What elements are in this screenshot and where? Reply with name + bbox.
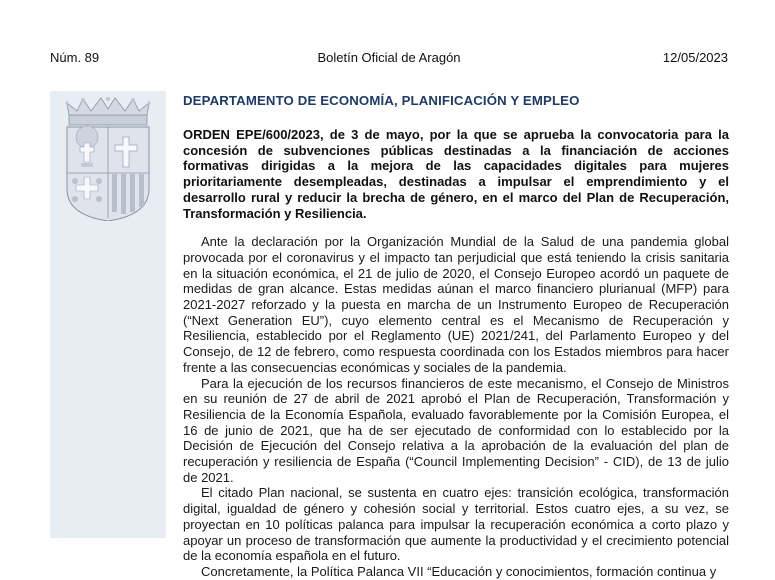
publication-title: Boletín Oficial de Aragón bbox=[317, 50, 461, 65]
document-body bbox=[183, 234, 729, 579]
issue-number: Núm. 89 bbox=[50, 50, 100, 65]
body-paragraph: Ante la declaración por la Organización Mundial de la Salud de una pandemia global provocada por el coronavirus y el impacto tan perjudicial que está teniendo la crisis sanitaria en la situación económica, el 21 de julio de 2020, el Consejo Europeo acordó un paquete de medidas de gran alcance. Estas medidas aúnan el marco financiero plurianual (MFP) para 2021-2027 reforzado y la puesta en marcha de un Instrumento Europeo de Recuperación (“Next Generation EU”), cuyo elemento central es el Mecanismo de Recuperación y Resiliencia, establecido por el Reglamento (UE) 2021/241, del Parlamento Europeo y del Consejo, de 12 de febrero, como respuesta coordinada con los Estados miembros para hacer frente a las consecuencias económicas y sociales de la pandemia. bbox=[183, 234, 729, 375]
crest-panel bbox=[50, 91, 166, 538]
department-heading: DEPARTAMENTO DE ECONOMÍA, PLANIFICACIÓN Y EMPLEO bbox=[183, 93, 580, 108]
aragon-coat-of-arms-icon bbox=[55, 97, 161, 221]
body-paragraph: Concretamente, la Política Palanca VII “Educación y conocimientos, formación continua y bbox=[201, 563, 717, 579]
document-content bbox=[183, 91, 729, 580]
body-paragraph: El citado Plan nacional, se sustenta en cuatro ejes: transición ecológica, transformación digital, igualdad de género y cohesión social y territorial. Estos cuatro ejes, a su vez, se proyectan en 10 políticas palanca para impulsar la recuperación económica a corto plazo y apoyar un proceso de transformación que aumente la productividad y el crecimiento potencial de la economía española en el futuro. bbox=[183, 485, 729, 564]
page-header bbox=[50, 48, 728, 68]
publication-date: 12/05/2023 bbox=[662, 50, 728, 65]
body-paragraph: Para la ejecución de los recursos financieros de este mecanismo, el Consejo de Ministros en su reunión de 27 de abril de 2021 aprobó el Plan de Recuperación, Transformación y Resiliencia de la Economía Española, evaluado favorablemente por la Comisión Europea, el 16 de junio de 2021, que ha de ser ejecutado de conformidad con lo establecido por la Decisión de Ejecución del Consejo relativa a la aprobación de la evaluación del plan de recuperación y resiliencia de España (“Council Implementing Decision” - CID), de 13 de julio de 2021. bbox=[183, 375, 729, 485]
order-title: ORDEN EPE/600/2023, de 3 de mayo, por la que se aprueba la convocatoria para la concesión de subvenciones públicas destinadas a la financiación de acciones formativas dirigidas a la mejora de las capacidades digitales para mujeres prioritariamente desempleadas, destinadas a impulsar el emprendimiento y el desarrollo rural y reducir la brecha de género, en el marco del Plan de Recuperación, Transformación y Resiliencia. bbox=[183, 127, 729, 221]
